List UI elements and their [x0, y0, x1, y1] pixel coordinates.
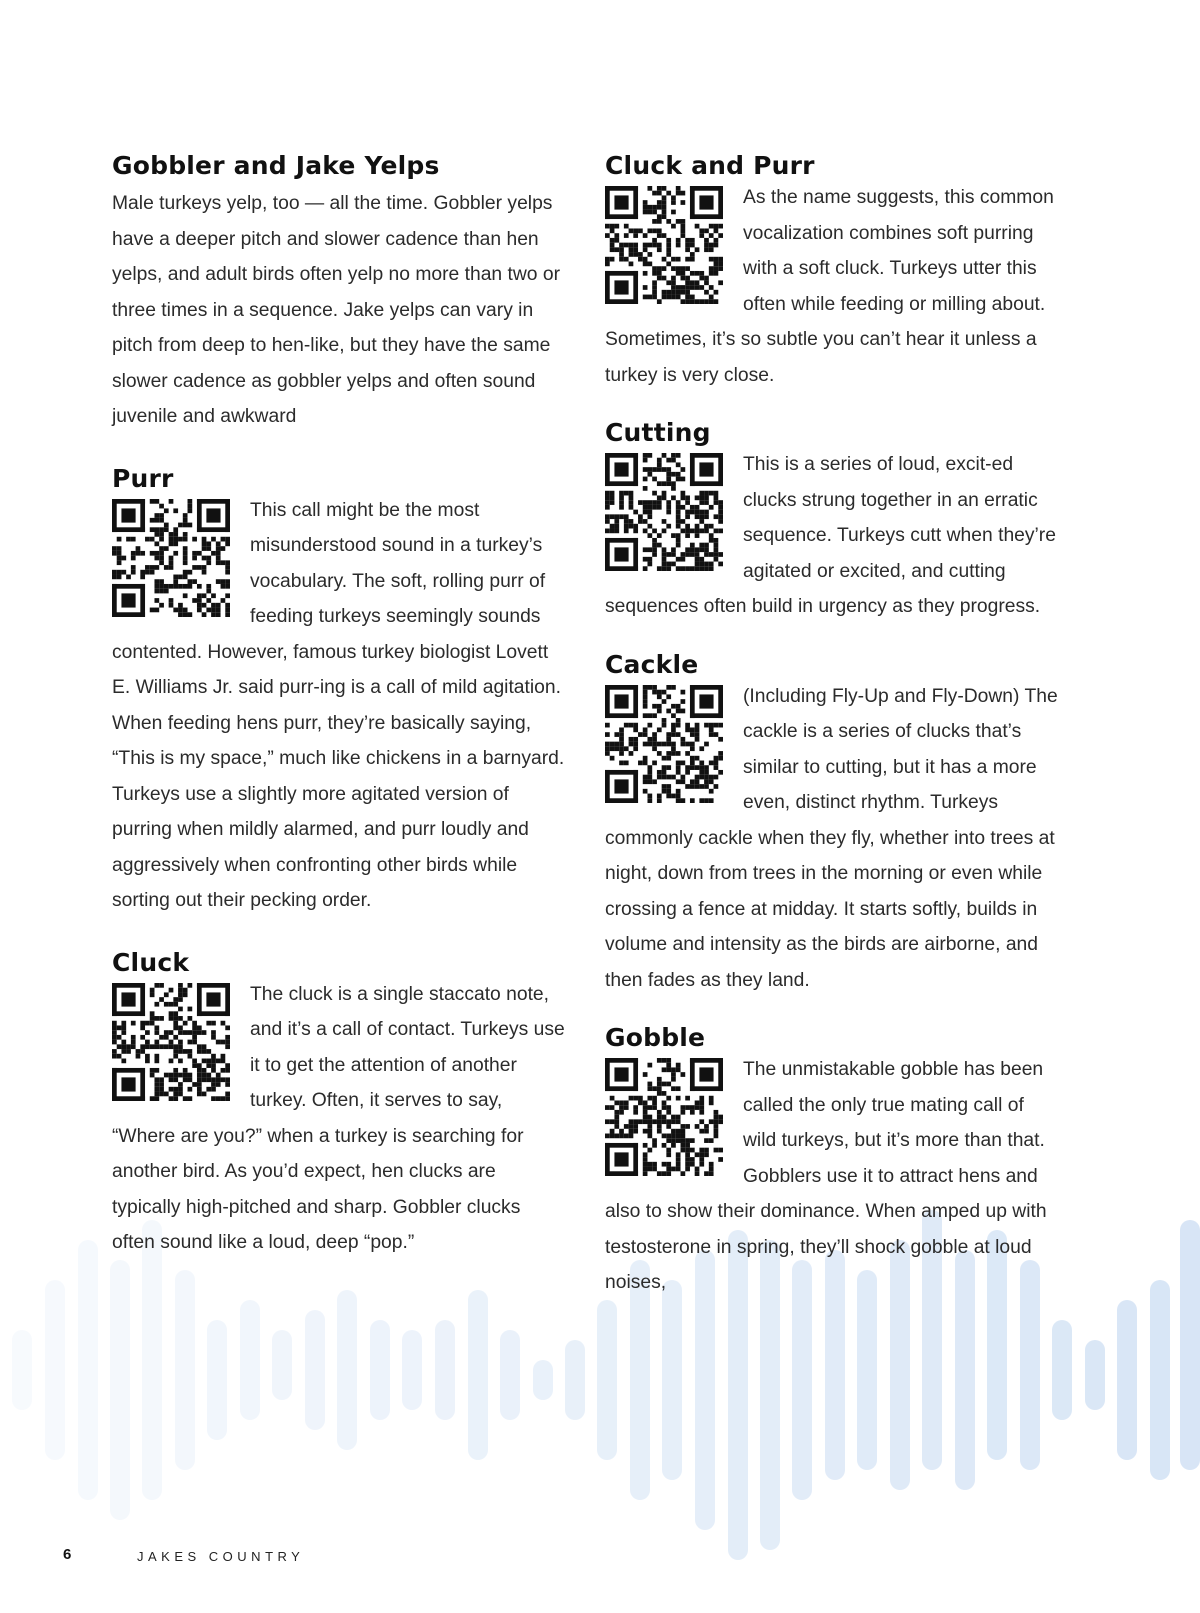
waveform-bar [500, 1330, 520, 1420]
section-body: As the name suggests, this common vocalization combines soft purring with a soft cluck. Turkeys utter this often while feeding or milling about. Sometimes, it’s so subtle you can’t hear it unless a turkey is very close. [605, 187, 1054, 386]
qr-code-icon [112, 499, 230, 617]
waveform-bar [272, 1330, 292, 1400]
qr-code-icon [112, 983, 230, 1101]
right-column [605, 150, 1060, 1301]
waveform-bar [370, 1320, 390, 1420]
section-cutting [605, 417, 1060, 625]
qr-code-icon [605, 186, 723, 304]
qr-code-icon [605, 685, 723, 803]
section-title: Cackle [605, 649, 699, 679]
section-title: Purr [112, 463, 174, 493]
qr-code-icon[interactable] [605, 186, 723, 304]
waveform-bar [305, 1310, 325, 1430]
waveform-bar [662, 1280, 682, 1480]
waveform-bar [175, 1270, 195, 1470]
waveform-bar [402, 1330, 422, 1410]
section-body: Male turkeys yelp, too — all the time. Gobbler yelps have a deeper pitch and slower cadence than hen yelps, and adult birds often yelp no more than two or three times in a sequence. Jake yelps can vary in pitch from deep to hen-like, but they have the same slower cadence as gobbler yelps and often sound juvenile and awkward [112, 193, 561, 427]
section-title: Cluck and Purr [605, 151, 815, 180]
waveform-bar [337, 1290, 357, 1450]
magazine-name: JAKES COUNTRY [137, 1549, 305, 1564]
waveform-bar [240, 1300, 260, 1420]
waveform-bar [468, 1290, 488, 1460]
section-cluck-and-purr [605, 150, 1060, 393]
waveform-bar [1150, 1280, 1170, 1480]
waveform-bar [1180, 1220, 1200, 1470]
section-body: (Including Fly-Up and Fly-Down) The cackle is a series of clucks that’s similar to cutting, but it has a more even, distinct rhythm. Turkeys commonly cackle when they fly, whether into trees at night, down from trees in the morning or even while crossing a fence at midday. It starts softly, builds in volume and intensity as the birds are airborne, and then fades as they land. [605, 685, 1058, 991]
section-gobbler-jake-yelps [112, 150, 567, 435]
waveform-bar [1117, 1300, 1137, 1460]
section-title: Gobble [605, 1023, 706, 1052]
waveform-bar [142, 1220, 162, 1500]
waveform-bar [207, 1320, 227, 1440]
qr-code-icon[interactable] [605, 1058, 723, 1176]
qr-code-icon [605, 453, 723, 571]
section-body: The cluck is a single staccato note, and it’s a call of contact. Turkeys use it to get the attention of another turkey. Often, it serves to say, “Where are you?” when a turkey is searching for another bird. As you’d expect, hen clucks are typically high-pitched and sharp. Gobbler clucks often sound like a loud, deep “pop.” [112, 983, 565, 1253]
waveform-bar [110, 1260, 130, 1520]
qr-code-icon[interactable] [112, 983, 230, 1101]
section-body: This is a series of loud, excit-ed clucks strung together in an erratic sequence. Turkeys cutt when they’re agitated or excited, and cutting sequences often build in urgency as they progress. [605, 454, 1056, 617]
section-title: Gobbler and Jake Yelps [112, 151, 440, 180]
section-cackle [605, 649, 1060, 999]
section-body: This call might be the most misunderstood sound in a turkey’s vocabulary. The soft, rolling purr of feeding turkeys seemingly sounds contented. However, famous turkey biologist Lovett E. Williams Jr. said purr-ing is a call of mild agitation. When feeding hens purr, they’re basically saying, “This is my space,” much like chickens in a barnyard. Turkeys use a slightly more agitated version of purring when mildly alarmed, and purr loudly and aggressively when confronting other birds while sorting out their pecking order. [112, 499, 565, 911]
qr-code-icon[interactable] [112, 499, 230, 617]
qr-code-icon [605, 1058, 723, 1176]
section-purr [112, 463, 567, 919]
waveform-bar [78, 1240, 98, 1500]
waveform-bar [1052, 1320, 1072, 1420]
section-title: Cutting [605, 418, 711, 447]
section-body: The unmistakable gobble has been called the only true mating call of wild turkeys, but it’s more than that. Gobblers use it to attract hens and also to show their dominance. When amped up with testosterone in spring, they’ll shock gobble at loud noises, [605, 1059, 1047, 1293]
qr-code-icon[interactable] [605, 685, 723, 803]
waveform-bar [533, 1360, 553, 1400]
page-number: 6 [63, 1546, 72, 1563]
waveform-bar [1085, 1340, 1105, 1410]
waveform-bar [45, 1280, 65, 1460]
section-cluck [112, 947, 567, 1261]
waveform-bar [565, 1340, 585, 1420]
left-column [112, 150, 567, 1261]
section-gobble [605, 1022, 1060, 1301]
waveform-bar [597, 1300, 617, 1460]
waveform-bar [12, 1330, 32, 1410]
waveform-bar [435, 1320, 455, 1420]
section-title: Cluck [112, 947, 190, 977]
qr-code-icon[interactable] [605, 453, 723, 571]
